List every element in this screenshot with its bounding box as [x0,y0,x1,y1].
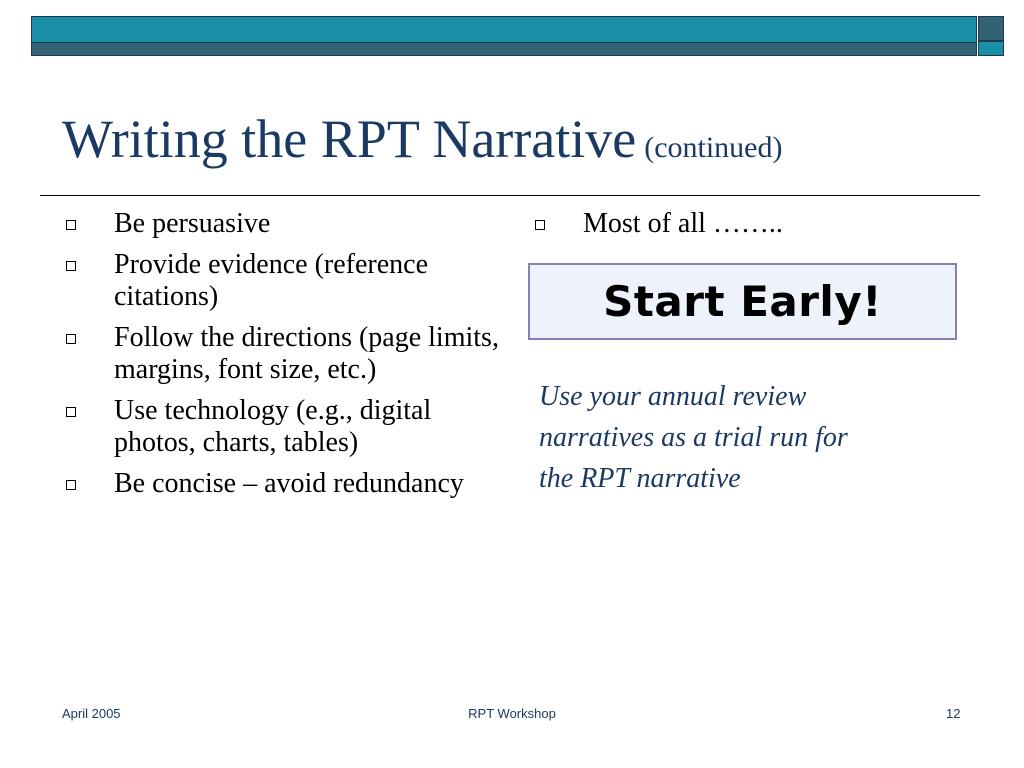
italic-note: Use your annual review narratives as a trial run for the RPT narrative [539,381,848,494]
hollow-square-bullet-icon [66,334,76,344]
left-column [64,208,504,509]
header-bar [31,16,977,56]
header-bar-top-stripe [32,17,976,42]
bullet-item [64,249,504,313]
slide-title-suffix: (continued) [644,131,783,164]
right-bullet-list [533,208,973,240]
hollow-square-bullet-icon [66,480,76,490]
footer-title: RPT Workshop [468,706,556,721]
slide-title-main: Writing the RPT Narrative [62,109,637,169]
bullet-text: Provide evidence (reference citations) [114,249,429,312]
bullet-text: Be concise – avoid redundancy [114,468,464,499]
bullet-item [64,208,504,240]
header-corner-block-top [978,16,1004,41]
bullet-item [64,395,504,459]
bullet-item [64,468,504,500]
right-column [533,208,973,249]
hollow-square-bullet-icon [66,407,76,417]
slide-title [62,109,783,169]
bullet-item [533,208,973,240]
start-early-callout [528,263,957,340]
bullet-text: Use technology (e.g., digital photos, charts, tables) [114,395,432,458]
bullet-text: Be persuasive [114,208,271,239]
hollow-square-bullet-icon [535,220,545,230]
left-bullet-list [64,208,504,500]
header-corner-block-bottom [978,41,1004,56]
footer-date: April 2005 [62,706,121,721]
bullet-item [64,322,504,386]
bullet-text: Follow the directions (page limits, margins, font size, etc.) [114,322,499,385]
title-divider [40,195,980,196]
footer-page-number: 12 [946,706,961,721]
hollow-square-bullet-icon [66,220,76,230]
bullet-text: Most of all …….. [583,208,783,239]
hollow-square-bullet-icon [66,261,76,271]
header-bar-bottom-stripe [32,42,976,56]
callout-text: Start Early! [603,277,882,326]
